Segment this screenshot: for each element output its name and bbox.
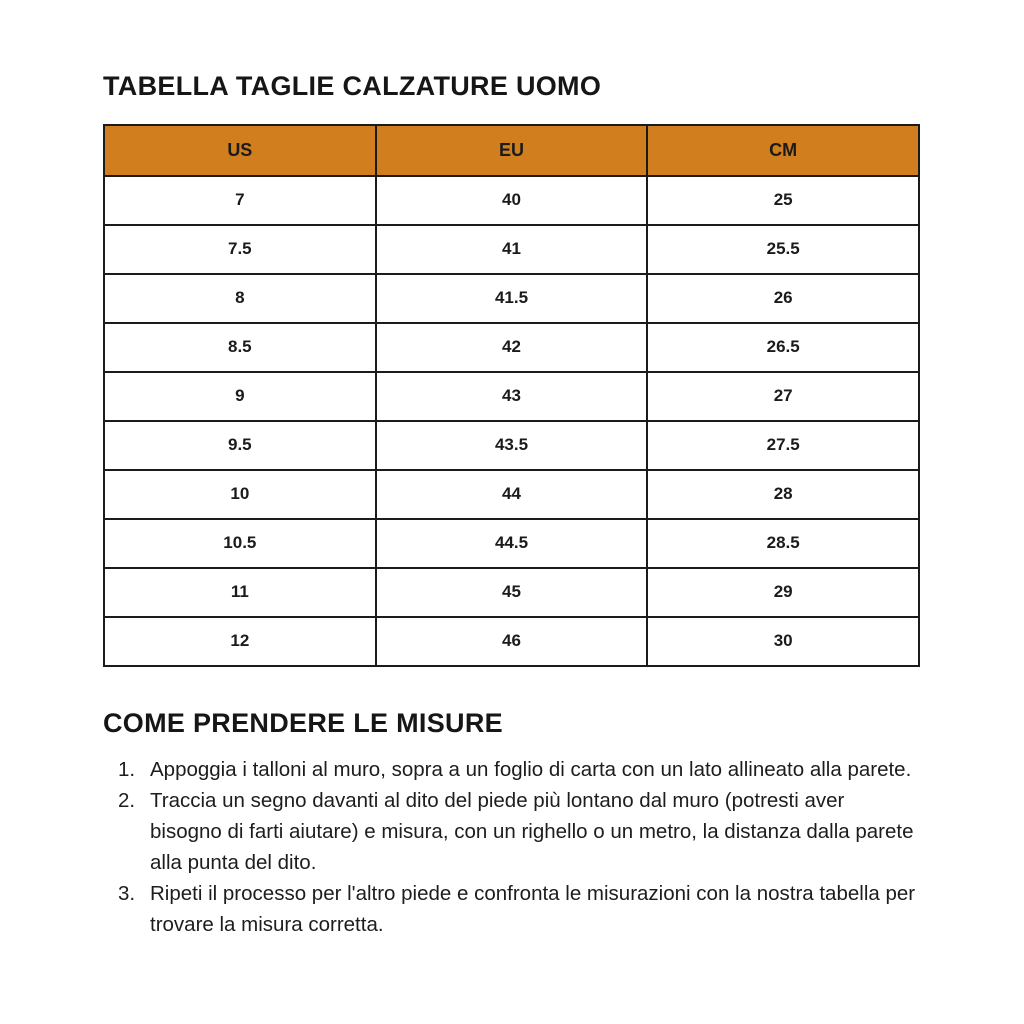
list-item-text: Traccia un segno davanti al dito del piede più lontano dal muro (potresti aver bisogno di farti aiutare) e misura, con un righello o un metro, la distanza dalla parete alla punta del dito. (150, 789, 914, 875)
size-cell: 44 (376, 470, 648, 519)
size-cell: 28 (647, 470, 919, 519)
size-table-body (104, 176, 919, 666)
column-header-us: US (104, 125, 376, 176)
size-cell: 41.5 (376, 274, 648, 323)
size-cell: 43 (376, 372, 648, 421)
size-cell: 46 (376, 617, 648, 666)
size-cell: 9 (104, 372, 376, 421)
size-table-head (104, 125, 919, 176)
size-cell: 12 (104, 617, 376, 666)
size-cell: 29 (647, 568, 919, 617)
table-row (104, 372, 919, 421)
size-table (103, 124, 920, 667)
size-cell: 9.5 (104, 421, 376, 470)
size-cell: 45 (376, 568, 648, 617)
table-row (104, 568, 919, 617)
column-header-cm: CM (647, 125, 919, 176)
size-cell: 27.5 (647, 421, 919, 470)
table-row (104, 274, 919, 323)
table-row (104, 470, 919, 519)
table-row (104, 323, 919, 372)
size-cell: 43.5 (376, 421, 648, 470)
size-cell: 44.5 (376, 519, 648, 568)
table-row (104, 176, 919, 225)
list-item-number: 2. (118, 789, 136, 813)
list-item-text: Ripeti il processo per l'altro piede e confronta le misurazioni con la nostra tabella per trovare la misura corretta. (150, 882, 916, 937)
table-row (104, 421, 919, 470)
size-cell: 26.5 (647, 323, 919, 372)
size-cell: 26 (647, 274, 919, 323)
size-cell: 25.5 (647, 225, 919, 274)
size-cell: 27 (647, 372, 919, 421)
size-cell: 10 (104, 470, 376, 519)
size-cell: 42 (376, 323, 648, 372)
column-header-eu: EU (376, 125, 648, 176)
page-title: TABELLA TAGLIE CALZATURE UOMO (103, 71, 602, 101)
size-cell: 25 (647, 176, 919, 225)
list-item (118, 878, 920, 940)
size-cell: 8 (104, 274, 376, 323)
size-table-header-row (104, 125, 919, 176)
list-item (118, 754, 920, 785)
table-row (104, 519, 919, 568)
table-row (104, 617, 919, 666)
size-cell: 8.5 (104, 323, 376, 372)
section-heading: COME PRENDERE LE MISURE (103, 707, 503, 738)
size-cell: 7 (104, 176, 376, 225)
list-item-number: 1. (118, 758, 136, 782)
size-cell: 11 (104, 568, 376, 617)
size-cell: 41 (376, 225, 648, 274)
list-item-number: 3. (118, 882, 136, 906)
size-cell: 28.5 (647, 519, 919, 568)
table-row (104, 225, 919, 274)
list-item (118, 785, 920, 878)
size-cell: 7.5 (104, 225, 376, 274)
list-item-text: Appoggia i talloni al muro, sopra a un foglio di carta con un lato allineato alla parete. (150, 758, 912, 782)
size-cell: 10.5 (104, 519, 376, 568)
size-cell: 40 (376, 176, 648, 225)
size-cell: 30 (647, 617, 919, 666)
instructions-list (103, 754, 920, 940)
